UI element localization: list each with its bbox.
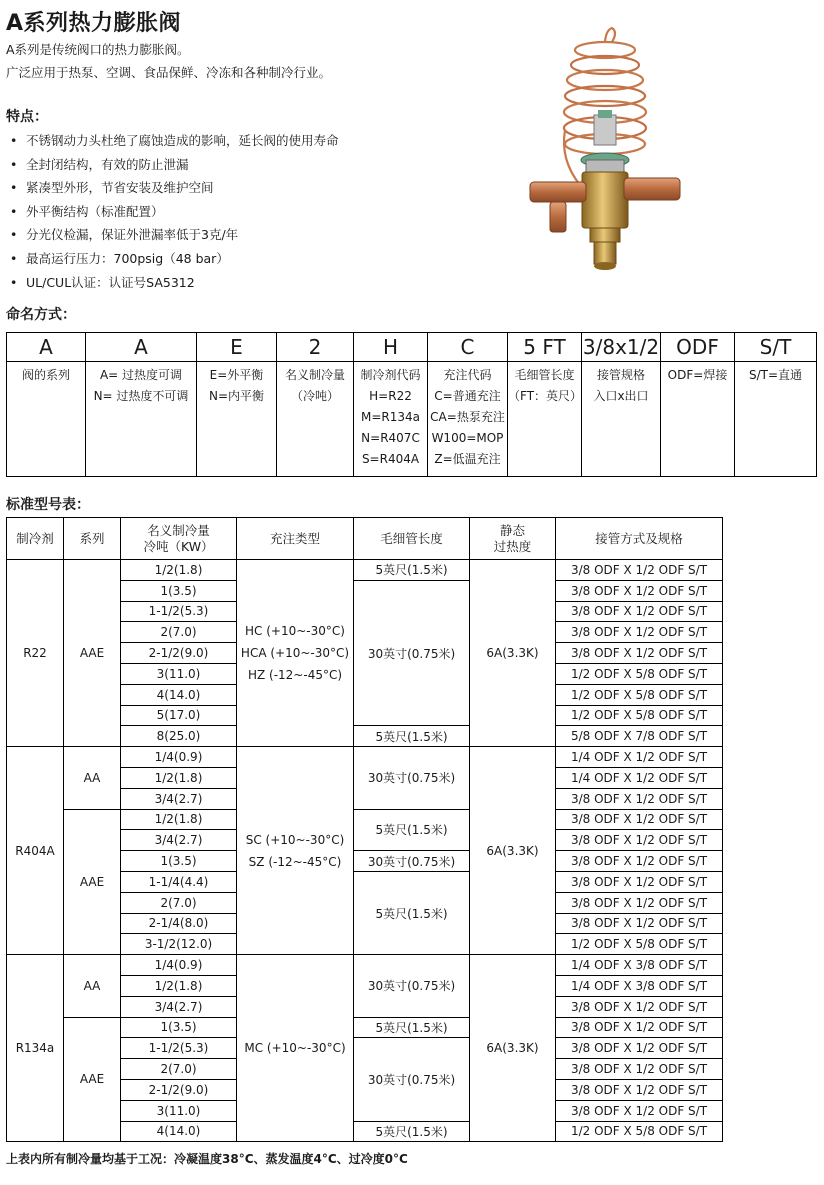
- naming-code-cell: 2: [277, 333, 354, 362]
- connection-cell: 1/2 ODF X 5/8 ODF S/T: [556, 934, 723, 955]
- capacity-cell: 3/4(2.7): [121, 830, 237, 851]
- naming-desc-cell: [197, 362, 277, 477]
- connection-cell: 1/4 ODF X 1/2 ODF S/T: [556, 747, 723, 768]
- naming-desc-line: M=R134a: [360, 410, 420, 424]
- charge-type-line: HC (+10~-30°C): [245, 624, 345, 639]
- capacity-cell: 8(25.0): [121, 726, 237, 747]
- superheat-cell: 6A(3.3K): [470, 955, 556, 1142]
- connection-cell: 3/8 ODF X 1/2 ODF S/T: [556, 601, 723, 622]
- refrigerant-cell: R134a: [7, 955, 64, 1142]
- capacity-cell: 2-1/4(8.0): [121, 913, 237, 934]
- intro-line: A系列是传统阀口的热力膨胀阀。: [6, 42, 190, 57]
- header-connection: 接管方式及规格: [556, 518, 723, 560]
- table-row: [7, 809, 723, 830]
- connection-cell: 1/4 ODF X 1/2 ODF S/T: [556, 767, 723, 788]
- capacity-cell: 1/2(1.8): [121, 767, 237, 788]
- naming-desc-line: C=普通充注: [434, 389, 501, 403]
- naming-heading: 命名方式：: [6, 307, 76, 323]
- naming-desc-cell: [277, 362, 354, 477]
- connection-cell: 5/8 ODF X 7/8 ODF S/T: [556, 726, 723, 747]
- naming-desc-line: 接管规格: [596, 368, 645, 382]
- feature-item: • 紧凑型外形，节省安装及维护空间: [10, 176, 339, 200]
- naming-code-cell: S/T: [735, 333, 817, 362]
- capacity-cell: 2(7.0): [121, 622, 237, 643]
- capacity-cell: 3(11.0): [121, 1100, 237, 1121]
- header-superheat: 静态 过热度: [470, 518, 556, 560]
- naming-desc-line: N= 过热度不可调: [93, 389, 189, 403]
- connection-cell: 3/8 ODF X 1/2 ODF S/T: [556, 892, 723, 913]
- capacity-cell: 3/4(2.7): [121, 788, 237, 809]
- series-cell: AA: [64, 747, 121, 809]
- header-capillary: 毛细管长度: [354, 518, 470, 560]
- table-row: [7, 1017, 723, 1038]
- header-series: 系列: [64, 518, 121, 560]
- connection-cell: 3/8 ODF X 1/2 ODF S/T: [556, 851, 723, 872]
- naming-desc-line: Z=低温充注: [434, 452, 501, 466]
- charge-type-cell: [237, 955, 354, 1142]
- connection-cell: 3/8 ODF X 1/2 ODF S/T: [556, 580, 723, 601]
- connection-cell: 3/8 ODF X 1/2 ODF S/T: [556, 1017, 723, 1038]
- connection-cell: 1/4 ODF X 3/8 ODF S/T: [556, 975, 723, 996]
- capillary-cell: 5英尺(1.5米): [354, 1017, 470, 1038]
- naming-code-cell: ODF: [661, 333, 735, 362]
- intro-line: 广泛应用于热泵、空调、食品保鲜、冷冻和各种制冷行业。: [6, 65, 332, 80]
- naming-desc-cell: [661, 362, 735, 477]
- naming-code-cell: A: [7, 333, 86, 362]
- capacity-cell: 1-1/4(4.4): [121, 871, 237, 892]
- capillary-cell: 30英寸(0.75米): [354, 580, 470, 726]
- header-charge: 充注类型: [237, 518, 354, 560]
- capillary-cell: 5英尺(1.5米): [354, 809, 470, 851]
- naming-desc-cell: [354, 362, 428, 477]
- feature-item: • 外平衡结构（标准配置）: [10, 200, 339, 224]
- naming-desc-line: （FT：英尺）: [508, 389, 583, 403]
- features-heading: 特点：: [6, 109, 48, 125]
- naming-desc-line: H=R22: [369, 389, 412, 403]
- naming-code-cell: E: [197, 333, 277, 362]
- connection-cell: 1/2 ODF X 5/8 ODF S/T: [556, 705, 723, 726]
- naming-table: [6, 332, 817, 477]
- series-cell: AAE: [64, 809, 121, 955]
- feature-item: • 分光仪检漏，保证外泄漏率低于3克/年: [10, 223, 339, 247]
- naming-code-cell: 3/8x1/2: [582, 333, 661, 362]
- charge-type-cell: [237, 560, 354, 747]
- capacity-cell: 1-1/2(5.3): [121, 601, 237, 622]
- feature-item: • UL/CUL认证：认证号SA5312: [10, 271, 339, 295]
- charge-type-line: SZ (-12~-45°C): [248, 854, 342, 869]
- naming-desc-line: 阀的系列: [21, 368, 70, 382]
- naming-desc-line: S=R404A: [361, 452, 420, 466]
- naming-desc-line: ODF=焊接: [667, 368, 728, 382]
- connection-cell: 1/2 ODF X 5/8 ODF S/T: [556, 1121, 723, 1142]
- capacity-cell: 2-1/2(9.0): [121, 643, 237, 664]
- connection-cell: 3/8 ODF X 1/2 ODF S/T: [556, 1079, 723, 1100]
- page-title: A系列热力膨胀阀: [6, 11, 182, 36]
- naming-desc-cell: [735, 362, 817, 477]
- capacity-cell: 2(7.0): [121, 892, 237, 913]
- naming-desc-line: 毛细管长度: [514, 368, 575, 382]
- footnote: 上表内所有制冷量均基于工况：冷凝温度38°C、蒸发温度4°C、过冷度0°C: [6, 1152, 408, 1166]
- connection-cell: 1/2 ODF X 5/8 ODF S/T: [556, 684, 723, 705]
- naming-desc-line: 充注代码: [443, 368, 492, 382]
- capacity-cell: 1/4(0.9): [121, 955, 237, 976]
- naming-desc-line: A= 过热度可调: [99, 368, 183, 382]
- capacity-cell: 1/2(1.8): [121, 975, 237, 996]
- intro-text: [6, 38, 331, 84]
- naming-desc-cell: [508, 362, 582, 477]
- table-row: [7, 560, 723, 581]
- capillary-cell: 30英寸(0.75米): [354, 851, 470, 872]
- features-list: [10, 129, 339, 294]
- capacity-cell: 1/2(1.8): [121, 560, 237, 581]
- series-cell: AAE: [64, 560, 121, 747]
- capillary-cell: 5英尺(1.5米): [354, 1121, 470, 1142]
- connection-cell: 3/8 ODF X 1/2 ODF S/T: [556, 871, 723, 892]
- table-header-row: [7, 518, 723, 560]
- capacity-cell: 3/4(2.7): [121, 996, 237, 1017]
- standard-models-table: [6, 517, 723, 1142]
- naming-code-cell: 5 FT: [508, 333, 582, 362]
- naming-code-cell: A: [86, 333, 197, 362]
- connection-cell: 3/8 ODF X 1/2 ODF S/T: [556, 830, 723, 851]
- capacity-cell: 1(3.5): [121, 1017, 237, 1038]
- charge-type-line: MC (+10~-30°C): [244, 1041, 346, 1056]
- header-capacity: 名义制冷量 冷吨（KW）: [121, 518, 237, 560]
- connection-cell: 3/8 ODF X 1/2 ODF S/T: [556, 1059, 723, 1080]
- connection-cell: 3/8 ODF X 1/2 ODF S/T: [556, 1100, 723, 1121]
- charge-type-line: HZ (-12~-45°C): [247, 668, 343, 683]
- naming-desc-line: N=内平衡: [208, 389, 265, 403]
- connection-cell: 3/8 ODF X 1/2 ODF S/T: [556, 1038, 723, 1059]
- capillary-cell: 5英尺(1.5米): [354, 726, 470, 747]
- naming-desc-cell: [582, 362, 661, 477]
- capacity-cell: 3(11.0): [121, 663, 237, 684]
- connection-cell: 3/8 ODF X 1/2 ODF S/T: [556, 809, 723, 830]
- charge-type-line: SC (+10~-30°C): [245, 832, 345, 847]
- series-cell: AAE: [64, 1017, 121, 1142]
- connection-cell: 3/8 ODF X 1/2 ODF S/T: [556, 560, 723, 581]
- superheat-cell: 6A(3.3K): [470, 560, 556, 747]
- capillary-cell: 30英寸(0.75米): [354, 955, 470, 1017]
- charge-type-line: HCA (+10~-30°C): [240, 646, 350, 661]
- feature-item: • 全封闭结构，有效的防止泄漏: [10, 153, 339, 177]
- capacity-cell: 1(3.5): [121, 851, 237, 872]
- capacity-cell: 4(14.0): [121, 1121, 237, 1142]
- capillary-cell: 30英寸(0.75米): [354, 1038, 470, 1121]
- connection-cell: 3/8 ODF X 1/2 ODF S/T: [556, 996, 723, 1017]
- connection-cell: 1/2 ODF X 5/8 ODF S/T: [556, 663, 723, 684]
- connection-cell: 1/4 ODF X 3/8 ODF S/T: [556, 955, 723, 976]
- capacity-cell: 2(7.0): [121, 1059, 237, 1080]
- capacity-cell: 2-1/2(9.0): [121, 1079, 237, 1100]
- naming-desc-line: 入口x出口: [593, 389, 649, 403]
- capillary-cell: 30英寸(0.75米): [354, 747, 470, 809]
- capillary-cell: 5英尺(1.5米): [354, 560, 470, 581]
- naming-code-cell: C: [428, 333, 508, 362]
- expansion-valve-image: [520, 10, 690, 275]
- naming-desc-cell: [428, 362, 508, 477]
- naming-code-cell: H: [354, 333, 428, 362]
- capacity-cell: 3-1/2(12.0): [121, 934, 237, 955]
- feature-item: • 最高运行压力：700psig（48 bar）: [10, 247, 339, 271]
- naming-desc-line: S/T=直通: [748, 368, 803, 382]
- table-row: [7, 955, 723, 976]
- naming-desc-line: CA=热泵充注: [430, 410, 505, 424]
- connection-cell: 3/8 ODF X 1/2 ODF S/T: [556, 788, 723, 809]
- naming-desc-line: E=外平衡: [209, 368, 264, 382]
- refrigerant-cell: R404A: [7, 747, 64, 955]
- refrigerant-cell: R22: [7, 560, 64, 747]
- capacity-cell: 1/2(1.8): [121, 809, 237, 830]
- naming-desc-line: （冷吨）: [290, 389, 339, 403]
- header-refrigerant: 制冷剂: [7, 518, 64, 560]
- series-cell: AA: [64, 955, 121, 1017]
- naming-desc-line: 名义制冷量: [284, 368, 345, 382]
- connection-cell: 3/8 ODF X 1/2 ODF S/T: [556, 622, 723, 643]
- capacity-cell: 1/4(0.9): [121, 747, 237, 768]
- capillary-cell: 5英尺(1.5米): [354, 871, 470, 954]
- charge-type-cell: [237, 747, 354, 955]
- capacity-cell: 5(17.0): [121, 705, 237, 726]
- naming-desc-line: N=R407C: [361, 431, 420, 445]
- feature-item: • 不锈钢动力头杜绝了腐蚀造成的影响，延长阀的使用寿命: [10, 129, 339, 153]
- connection-cell: 3/8 ODF X 1/2 ODF S/T: [556, 913, 723, 934]
- naming-desc-cell: [86, 362, 197, 477]
- capacity-cell: 1-1/2(5.3): [121, 1038, 237, 1059]
- naming-desc-line: W100=MOP: [431, 431, 504, 445]
- naming-desc-line: 制冷剂代码: [360, 368, 421, 382]
- connection-cell: 3/8 ODF X 1/2 ODF S/T: [556, 643, 723, 664]
- capacity-cell: 4(14.0): [121, 684, 237, 705]
- naming-desc-cell: [7, 362, 86, 477]
- table-row: [7, 747, 723, 768]
- superheat-cell: 6A(3.3K): [470, 747, 556, 955]
- standard-models-heading: 标准型号表：: [6, 497, 90, 513]
- capacity-cell: 1(3.5): [121, 580, 237, 601]
